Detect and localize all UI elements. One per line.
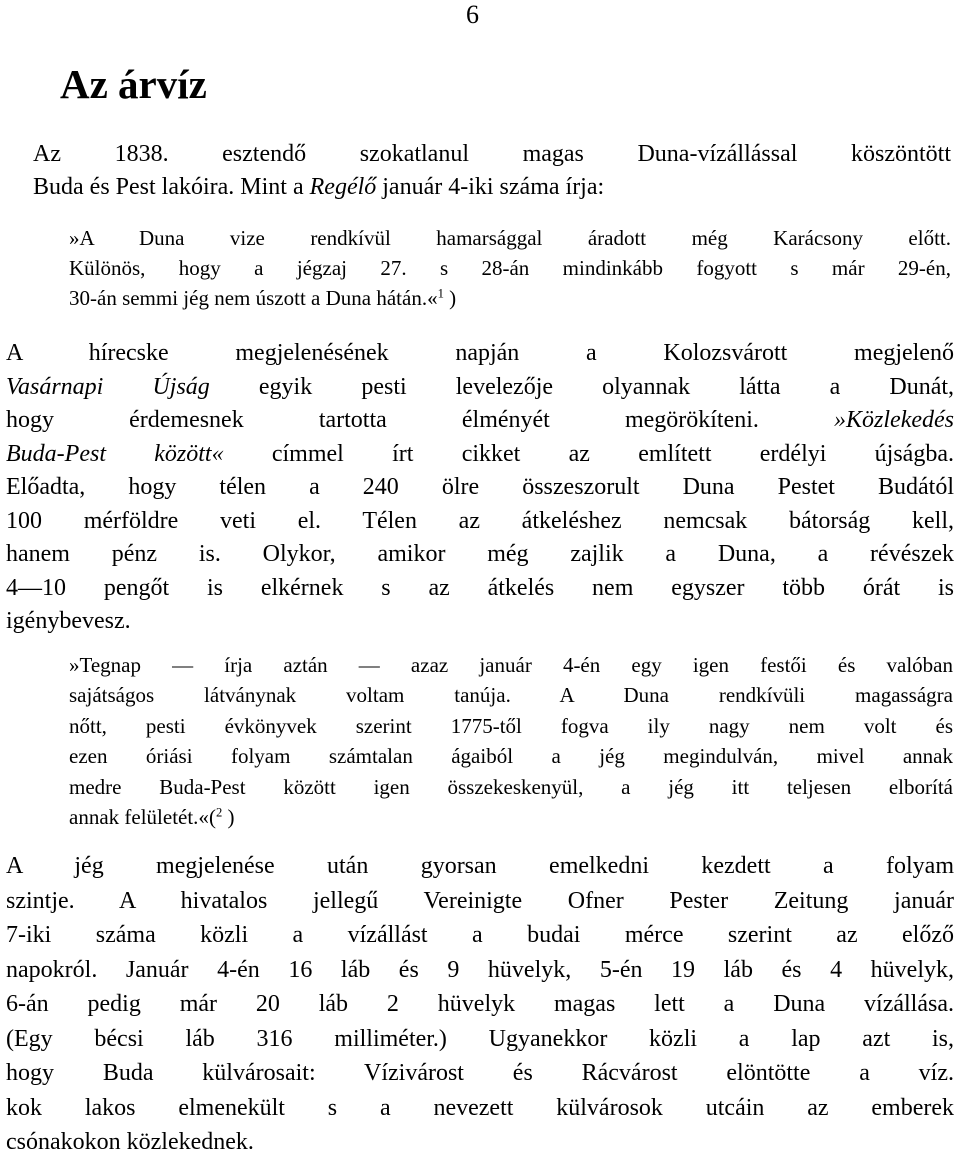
text-line: hogy Buda külvárosait: Vízivárost és Rácvárost elöntötte a víz. — [6, 1060, 954, 1086]
text-line: A hírecske megjelenésének napján a Kolozsvárott megjelenő — [6, 340, 954, 366]
italic-publication: Vasárnapi Újság — [6, 373, 210, 400]
quote-line: »Tegnap — írja aztán — azaz január 4-én egy igen festői és valóban — [69, 653, 953, 677]
quote-line: ezen óriási folyam számtalan ágaiból a jég megindulván, mivel annak — [69, 744, 953, 769]
text-line: Vasárnapi Újság egyik pesti levelezője olyannak látta a Dunát, — [6, 373, 955, 400]
paragraph-vasarnapi — [6, 337, 954, 639]
page-title: Az árvíz — [60, 61, 207, 107]
quote-regelo — [69, 223, 951, 313]
text-line: napokról. Január 4-én 16 láb és 9 hüvelyk, 5-én 19 láb és 4 hüvelyk, — [6, 956, 954, 983]
text-line: 100 mérföldre veti el. Télen az átkeléshez nemcsak bátorság kell, — [6, 507, 954, 534]
text-line: 6-án pedig már 20 láb 2 hüvelyk magas lett a Duna vízállása. — [6, 991, 954, 1017]
text-line: kok lakos elmenekült s a nevezett külvárosok utcáin az emberek — [6, 1094, 954, 1121]
text-line: Előadta, hogy télen a 240 ölre összeszorult Duna Pestet Budától — [6, 474, 954, 500]
quote-line: sajátságos látványnak voltam tanúja. A Duna rendkívüli magasságra — [69, 683, 953, 708]
footnote-ref: 1 — [437, 286, 444, 301]
page-number: 6 — [466, 0, 479, 29]
text-line: Buda-Pest között« címmel írt cikket az említett erdélyi újságba. — [6, 440, 954, 467]
quote-tegnap — [69, 650, 953, 832]
footnote-ref: 2 — [215, 805, 223, 820]
quote-line: Különös, hogy a jégzaj 27. s 28-án mindinkább fogyott s már 29-én, — [69, 256, 951, 280]
paragraph-intro — [33, 138, 951, 203]
text-line: (Egy bécsi láb 316 milliméter.) Ugyanekkor közli a lap azt is, — [6, 1025, 954, 1052]
text-line: hogy érdemesnek tartotta élményét megörökíteni. »Közlekedés — [6, 407, 954, 433]
paragraph-vizallas — [6, 849, 954, 1160]
text-line: igénybevesz. — [6, 608, 131, 634]
text-line: hanem pénz is. Olykor, amikor még zajlik a Duna, a révészek — [6, 541, 954, 567]
quote-line: annak felületét.«($^2$ ) — [69, 805, 235, 830]
quote-line: 30-án semmi jég nem úszott a Duna hátán.«$^1$ ) — [69, 286, 457, 310]
italic-article-title: »Közlekedés — [834, 407, 954, 433]
quote-line: medre Buda-Pest között igen összekeskenyül, a jég itt teljesen elborítá — [69, 774, 953, 799]
text-line: 4—10 pengőt is elkérnek s az átkelés nem egyszer több órát is — [6, 574, 954, 601]
italic-publication: Regélő — [309, 173, 377, 200]
quote-line: »A Duna vize rendkívül hamarsággal áradott még Karácsony előtt. — [69, 226, 951, 250]
text-line: Buda és Pest lakóira. Mint a Regélő január 4-iki száma írja: — [33, 173, 605, 200]
quote-line: nőtt, pesti évkönyvek szerint 1775-től fogva ily nagy nem volt és — [69, 713, 953, 738]
text-line: Az 1838. esztendő szokatlanul magas Duna-vízállással köszöntött — [33, 141, 951, 167]
text-line: szintje. A hivatalos jellegű Vereinigte Ofner Pester Zeitung január — [6, 887, 954, 914]
text-line: 7-iki száma közli a vízállást a budai mérce szerint az előző — [6, 922, 954, 948]
text-line: csónakokon közlekednek. — [6, 1129, 254, 1155]
text-line: A jég megjelenése után gyorsan emelkedni kezdett a folyam — [6, 853, 954, 879]
